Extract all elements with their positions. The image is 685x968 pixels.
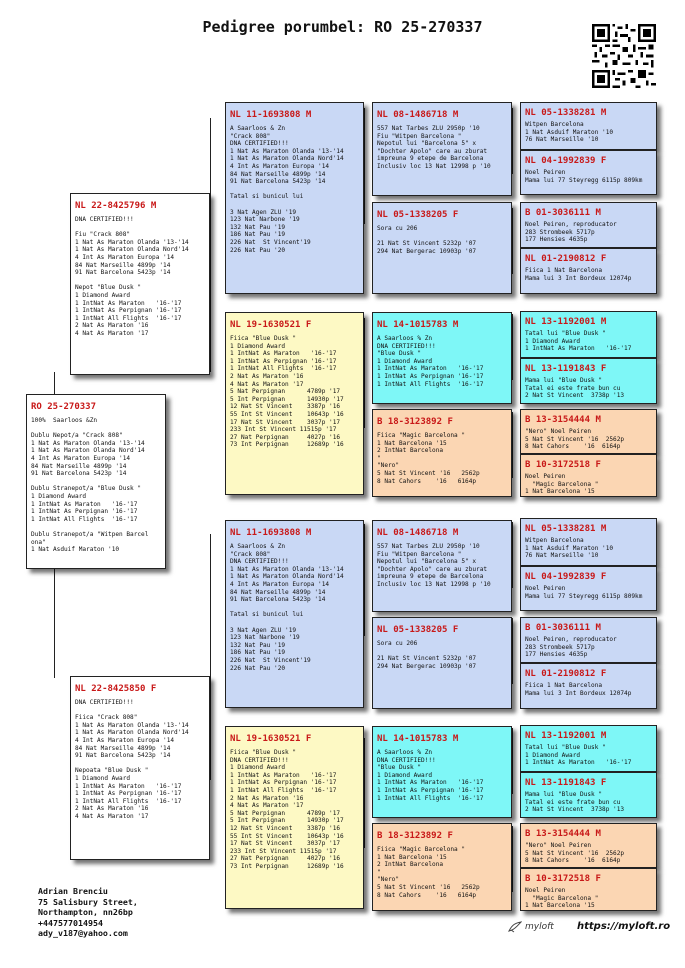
pedigree-line: 1 IntNat As Maraton '16-'17 [75,782,182,790]
pigeon-card-dam[interactable] [70,676,210,860]
pedigree-line: DNA CERTIFIED!!! [377,756,436,764]
connector-line [512,522,513,588]
connector-line [512,412,513,478]
pedigree-line: 1 Diamond Award [75,774,131,782]
pedigree-line: Noel Peiren [525,887,566,894]
ring-number: B 01-3036111 M [525,208,601,218]
ring-number: NL 13-1191843 F [525,364,607,374]
pedigree-line: Tatal si bunicul lui [230,611,304,619]
pedigree-line: 5 Int Perpignan 14930p '17 [230,817,344,825]
pedigree-line: 3 Nat Agen ZLU '19 [230,626,297,634]
pedigree-line: 1 Nat As Maraton Olanda '13-'14 [75,721,189,729]
connector-line [512,618,513,684]
pedigree-line: 283 Strombeek 5717p [525,228,595,236]
pedigree-line [75,277,205,285]
connector-line [210,534,211,780]
pedigree-line: 2 Nat As Maraton '16 [75,805,149,813]
pedigree-line: 226 Nat St Vincent'19 [230,238,311,246]
pedigree-line: 84 Nat Marseille 4899p '14 [230,170,326,178]
pedigree-line: 55 Int St Vincent 10643p '16 [230,410,344,418]
pigeon-card-gg-grandparent[interactable] [520,102,657,150]
pigeon-card-great-grandparent[interactable] [372,102,512,196]
pedigree-line: 1 IntNat As Perpignan '16-'17 [75,790,182,798]
pedigree-line: 123 Nat Narbone '19 [230,634,300,642]
pedigree-line: 1 Diamond Award [230,764,286,772]
pedigree-line: 557 Nat Tarbes ZLU 2950p '10 [377,543,480,550]
pedigree-line: 5 Int Perpignan 14930p '17 [230,395,344,403]
pedigree-line: 1 IntNat As Maraton '16-'17 [31,500,138,508]
pedigree-line: 5 Nat St Vincent '16 2562p [377,883,480,891]
pedigree-line: Dublu Stranepot/a "Blue Dusk " [31,485,142,493]
ring-number: B 18-3123892 F [377,831,453,841]
pedigree-line: Mama lui "Blue Dusk " [525,377,603,384]
ring-number: B 13-3154444 M [525,415,601,425]
pigeon-card-gg-grandparent[interactable] [520,725,657,772]
pigeon-card-gg-grandparent[interactable] [520,311,657,358]
pigeon-card-great-grandparent[interactable] [372,617,512,709]
pedigree-line: 4 Nat As Maraton '17 [230,802,304,810]
pedigree-line: Noel Peiren, reproducator [525,221,617,228]
pedigree-line: Fiu "Witpen Barcelona " [377,550,462,558]
pigeon-card-great-grandparent[interactable] [372,409,512,497]
ring-number: B 18-3123892 F [377,417,453,427]
pedigree-line: 177 Hensies 4635p [525,236,588,244]
pedigree-line: 4 Int As Maraton Europa '14 [75,253,175,261]
pedigree-line: 1 IntNat All Flights '16-'17 [75,797,182,805]
pedigree-line: 1 Nat Barcelona '15 [377,853,447,861]
pedigree-line: Inclusiv loc 13 Nat 12998 p '10 [377,580,491,588]
pedigree-line: Sora cu 206 [377,225,418,232]
pedigree-line: 73 Int Perpignan 12689p '16 [230,441,344,449]
pedigree-line: Sora cu 206 [377,640,418,647]
pedigree-line: 1 Nat As Maraton Olanda '13-'14 [31,439,145,447]
pedigree-line: A Saarloos % Zn [377,335,433,342]
pedigree-line: " [377,868,381,876]
pedigree-line: Noel Peiren [525,169,566,176]
pigeon-card-gg-grandparent[interactable] [520,518,657,566]
pedigree-line: 1 Diamond Award [230,342,286,350]
pedigree-line: Dublu Stranepot/a "Witpen Barcel [31,530,149,538]
brand-logo [508,921,554,933]
pedigree-line: 12 Nat St Vincent 3387p '16 [230,824,341,832]
pedigree-line: 1 IntNat As Perpignan '16-'17 [230,779,337,787]
pedigree-line [230,201,359,209]
pedigree-line: 5 Nat St Vincent '16 2562p [377,469,480,477]
pedigree-line: "Nero" Noel Peiren [525,428,592,435]
pedigree-line: Noel Peiren [525,473,566,480]
pedigree-line: 3 Nat Agen ZLU '19 [230,208,297,216]
pedigree-line: 1 Nat Barcelona '15 [525,488,595,496]
pigeon-card-granddam[interactable] [225,726,364,909]
pedigree-line: 1 IntNat All Flights '16-'17 [230,365,337,373]
pedigree-line: 73 Int Perpignan 12689p '16 [230,862,344,870]
pedigree-line: 2 Nat St Vincent 3738p '13 [525,806,625,814]
pedigree-line: "Dochter Apolo" care au zburat [377,565,488,573]
pigeon-card-grandsire[interactable] [225,520,364,708]
qr-code-icon [592,24,656,88]
pigeon-card-gg-grandparent[interactable] [520,823,657,868]
pedigree-line: Noel Peiren, reproducator [525,636,617,643]
pedigree-line: 294 Nat Bergerac 10903p '07 [377,662,477,670]
pedigree-line: 177 Hensies 4635p [525,651,588,659]
owner-email[interactable]: ady_v187@yahoo.com [38,928,128,939]
pedigree-line: Mama lui "Blue Dusk " [525,791,603,798]
pedigree-line: A Saarloos & Zn [230,543,286,550]
pedigree-line: 100% Saarloos &Zn [31,417,98,424]
pedigree-line: 1 Nat As Maraton Olanda Nord'14 [230,573,344,581]
pedigree-line: Tatal ei este frate bun cu [525,798,621,806]
pedigree-line: Noel Peiren [525,585,566,592]
pedigree-line: 1 Nat As Maraton Olanda Nord'14 [75,246,189,254]
pedigree-line: 1 Nat Asduif Maraton '10 [525,544,614,552]
pedigree-line [75,760,205,768]
pedigree-line: "Magic Barcelona " [525,894,599,902]
pedigree-line: 4 Nat As Maraton '17 [75,329,149,337]
pedigree-line: DNA CERTIFIED!!! [230,558,289,566]
pedigree-line: "Crack 808" [230,132,271,140]
pedigree-line: "Dochter Apolo" care au zburat [377,147,488,155]
pedigree-line: DNA CERTIFIED!!! [230,140,289,148]
pedigree-line: 4 Int As Maraton Europa '14 [230,162,330,170]
pedigree-line: 2 Nat St Vincent 3738p '13 [525,392,625,400]
pedigree-line: 4 Int As Maraton Europa '14 [230,580,330,588]
pedigree-line: 1 IntNat As Perpignan '16-'17 [230,357,337,365]
pedigree-line: Fiica 1 Nat Barcelona [525,682,603,689]
pigeon-card-gg-grandparent[interactable] [520,772,657,818]
pedigree-line: impreuna 9 etepe de Barcelona [377,155,484,163]
pedigree-line: 1 IntNat As Maraton '16-'17 [230,350,337,358]
owner-contact [38,886,138,939]
ring-number: NL 08-1486718 M [377,528,459,538]
ring-number: NL 19-1630521 F [230,734,312,744]
pigeon-card-gg-grandparent[interactable] [520,868,657,911]
pedigree-line: Fiica "Magic Barcelona " [377,432,466,439]
pedigree-line: 84 Nat Marseille 4899p '14 [230,588,326,596]
pedigree-line: Fiu "Crack 808" [75,231,131,239]
ring-number: NL 05-1338281 M [525,108,607,118]
pedigree-line [75,707,205,715]
owner-name: Adrian Brenciu [38,886,108,896]
pedigree-line: 1 Nat As Maraton Olanda Nord'14 [75,729,189,737]
pedigree-line: 55 Int St Vincent 10643p '16 [230,832,344,840]
ring-number: NL 08-1486718 M [377,110,459,120]
ring-number: NL 22-8425796 M [75,201,157,211]
pedigree-line: Tatal si bunicul lui [230,193,304,201]
ring-number: NL 14-1015783 M [377,734,459,744]
pedigree-line: 1 IntNat All Flights '16-'17 [377,380,484,388]
pedigree-line: 1 IntNat As Maraton '16-'17 [377,365,484,373]
ring-number: NL 11-1693808 M [230,110,312,120]
pedigree-line: Dublu Nepot/a "Crack 808" [31,432,123,440]
pedigree-line: 1 Nat Barcelona '15 [525,902,595,910]
pedigree-line: 2 Nat As Maraton '16 [75,322,149,330]
connector-line [512,314,513,380]
pedigree-line: Witpen Barcelona [525,121,584,128]
pedigree-line: Tatal ei este frate bun cu [525,384,621,392]
pedigree-line: 76 Nat Marseille '10 [525,552,599,560]
pedigree-line: 91 Nat Barcelona 5423p '14 [75,269,171,277]
pedigree-line: 4 Int As Maraton Europa '14 [31,454,131,462]
pedigree-line: 1 IntNat As Maraton '16-'17 [377,779,484,787]
pigeon-card-great-grandparent[interactable] [372,823,512,911]
pigeon-card-grandsire[interactable] [225,102,364,294]
connector-line [54,372,55,396]
pedigree-line: 1 IntNat As Maraton '16-'17 [525,759,632,767]
pedigree-line: 2 IntNat Barcelona [377,447,444,455]
ring-number: NL 04-1992839 F [525,156,607,166]
pedigree-line: "Blue Dusk " [377,764,422,772]
pedigree-line: 5 Nat Perpignan 4789p '17 [230,809,341,817]
pedigree-line: "Magic Barcelona " [525,480,599,488]
ring-number: NL 14-1015783 M [377,320,459,330]
pedigree-line: 21 Nat St Vincent 5232p '07 [377,655,477,663]
pigeon-card-gg-grandparent[interactable] [520,454,657,497]
pedigree-line: 233 Int St Vincent 11515p '17 [230,426,337,434]
pedigree-line: 226 Nat St Vincent'19 [230,656,311,664]
pedigree-line: 1 IntNat All Flights '16-'17 [377,794,484,802]
connector-line [364,318,365,428]
pigeon-card-gg-grandparent[interactable] [520,663,657,709]
pedigree-line [75,224,205,232]
pedigree-line: DNA CERTIFIED!!! [377,342,436,350]
pedigree-line: DNA CERTIFIED!!! [75,699,134,706]
ring-number: NL 04-1992839 F [525,572,607,582]
pigeon-card-great-grandparent[interactable] [372,312,512,404]
pigeon-card-gg-grandparent[interactable] [520,150,657,195]
pedigree-line [377,233,507,241]
pedigree-line: 1 Nat As Maraton Olanda '13-'14 [230,565,344,573]
ring-number: NL 13-1192001 M [525,731,607,741]
pedigree-line: 186 Nat Pau '19 [230,649,286,657]
pedigree-line: 8 Nat Cahors '16 6164p [377,891,477,899]
pedigree-line: Mama lui 77 Steyregg 6115p 809km [525,176,643,184]
connector-line [512,208,513,274]
pedigree-line: Nepot "Blue Dusk " [75,284,142,292]
pedigree-line [377,648,507,656]
ring-number: B 10-3172518 F [525,460,601,470]
pedigree-line: " [377,454,381,462]
connector-line [364,524,365,636]
pedigree-line: 186 Nat Pau '19 [230,231,286,239]
pedigree-line: Mama lui 3 Int Bordeux 12074p [525,689,632,697]
pedigree-line: 1 IntNat As Perpignan '16-'17 [377,786,484,794]
pedigree-line: Inclusiv loc 13 Nat 12998 p '10 [377,162,491,170]
pedigree-line: 91 Nat Barcelona 5423p '14 [230,178,326,186]
pedigree-line [230,604,359,612]
pedigree-line: 1 Diamond Award [377,771,433,779]
pedigree-line: ona" [31,538,46,546]
pedigree-line: 76 Nat Marseille '10 [525,136,599,144]
pedigree-line: 226 Nat Pau '20 [230,246,286,254]
pedigree-line: 8 Nat Cahors '16 6164p [525,443,621,451]
pedigree-line: 1 Diamond Award [525,337,581,345]
pedigree-line: 4 Nat As Maraton '17 [75,812,149,820]
pedigree-line: 1 IntNat As Perpignan '16-'17 [31,508,138,516]
pigeon-card-root[interactable] [26,394,166,569]
pedigree-line: 123 Nat Narbone '19 [230,216,300,224]
pedigree-line: 4 Int As Maraton Europa '14 [75,736,175,744]
owner-street: 75 Salisbury Street, [38,896,138,907]
ring-number: RO 25-270337 [31,402,97,412]
pedigree-line: 84 Nat Marseille 4899p '14 [31,462,127,470]
pigeon-card-gg-grandparent[interactable] [520,358,657,404]
pigeon-card-gg-grandparent[interactable] [520,566,657,611]
pedigree-line: 1 IntNat As Maraton '16-'17 [230,771,337,779]
ring-number: B 13-3154444 M [525,829,601,839]
pedigree-line: 1 Diamond Award [525,751,581,759]
pedigree-line: Tatal lui "Blue Dusk " [525,744,606,751]
pedigree-line [31,478,161,486]
pigeon-card-gg-grandparent[interactable] [520,248,657,294]
pedigree-line: 91 Nat Barcelona 5423p '14 [31,470,127,478]
ring-number: B 01-3036111 M [525,623,601,633]
pedigree-line: 294 Nat Bergerac 10903p '07 [377,247,477,255]
pedigree-line: Fiica "Blue Dusk " [230,749,297,756]
pedigree-line: 557 Nat Tarbes ZLU 2950p '10 [377,125,480,132]
connector-line [512,108,513,174]
pedigree-line: 84 Nat Marseille 4899p '14 [75,744,171,752]
pedigree-line: 1 Nat As Maraton Olanda Nord'14 [31,447,145,455]
pedigree-line: "Nero" [377,462,400,470]
pedigree-line: 1 IntNat As Perpignan '16-'17 [75,307,182,315]
ring-number: NL 05-1338205 F [377,210,459,220]
pedigree-line: Fiu "Witpen Barcelona " [377,132,462,140]
brand-name: myloft [525,922,554,932]
pedigree-line [31,425,161,433]
pedigree-line: 91 Nat Barcelona 5423p '14 [230,596,326,604]
pedigree-line: 1 Nat Barcelona '15 [377,439,447,447]
pigeon-card-granddam[interactable] [225,312,364,495]
pedigree-line: 1 IntNat As Maraton '16-'17 [75,299,182,307]
connector-line [364,738,365,848]
pedigree-line: 8 Nat Cahors '16 6164p [525,857,621,865]
pedigree-line: "Nero" [377,876,400,884]
pedigree-line: 132 Nat Pau '19 [230,641,286,649]
pedigree-line: 27 Nat Perpignan 4027p '16 [230,433,341,441]
pigeon-card-great-grandparent[interactable] [372,202,512,294]
pedigree-line: 17 Nat St Vincent 3037p '17 [230,840,341,848]
pedigree-line: 12 Nat St Vincent 3387p '16 [230,403,341,411]
connector-line [54,568,55,678]
pedigree-line: 1 Nat Asduif Maraton '10 [31,546,120,554]
pedigree-line: 1 Diamond Award [75,291,131,299]
pedigree-line: Fiica 1 Nat Barcelona [525,267,603,274]
pedigree-line: 21 Nat St Vincent 5232p '07 [377,240,477,248]
pedigree-line: 17 Nat St Vincent 3037p '17 [230,418,341,426]
connector-line [210,118,211,372]
pedigree-line: Witpen Barcelona [525,537,584,544]
pedigree-line: A Saarloos % Zn [377,749,433,756]
connector-line [364,108,365,224]
owner-city: Northampton, nn26bp [38,907,133,918]
ring-number: NL 05-1338281 M [525,524,607,534]
pedigree-line: 91 Nat Barcelona 5423p '14 [75,752,171,760]
pedigree-line: Fiica "Magic Barcelona " [377,846,466,853]
pedigree-line: Nepotul lui "Barcelona 5" x [377,558,477,566]
pigeon-card-sire[interactable] [70,193,210,375]
ring-number: NL 13-1191843 F [525,778,607,788]
pedigree-line: DNA CERTIFIED!!! [75,216,134,223]
pedigree-line: 5 Nat St Vincent '16 2562p [525,849,625,857]
pedigree-line: Mama lui 77 Steyregg 6115p 809km [525,592,643,600]
pedigree-line: 1 Nat As Maraton Olanda '13-'14 [75,238,189,246]
connector-line [512,826,513,892]
pedigree-line: 2 IntNat Barcelona [377,861,444,869]
pedigree-line: Nepoata "Blue Dusk " [75,767,149,775]
pedigree-line: 1 IntNat As Perpignan '16-'17 [377,372,484,380]
pedigree-line: Tatal lui "Blue Dusk " [525,330,606,337]
pedigree-line: 1 IntNat As Maraton '16-'17 [525,345,632,353]
pedigree-line: Fiica "Blue Dusk " [230,335,297,342]
pedigree-line: 226 Nat Pau '20 [230,664,286,672]
pigeon-card-gg-grandparent[interactable] [520,202,657,248]
ring-number: NL 11-1693808 M [230,528,312,538]
pedigree-line: 283 Strombeek 5717p [525,643,595,651]
pedigree-line [230,186,359,194]
pedigree-line: 5 Nat Perpignan 4789p '17 [230,388,341,396]
ring-number: NL 05-1338205 F [377,625,459,635]
ring-number: NL 13-1192001 M [525,317,607,327]
pedigree-line: 84 Nat Marseille 4899p '14 [75,261,171,269]
pedigree-line: 1 IntNat All Flights '16-'17 [230,786,337,794]
pedigree-line: 1 Nat As Maraton Olanda '13-'14 [230,147,344,155]
connector-line [512,728,513,794]
page-title: Pedigree porumbel: RO 25-270337 [202,18,483,36]
pedigree-line: 5 Nat St Vincent '16 2562p [525,435,625,443]
pedigree-line: 1 IntNat All Flights '16-'17 [75,314,182,322]
pedigree-line: Nepotul lui "Barcelona 5" x [377,140,477,148]
pedigree-line: "Blue Dusk " [377,350,422,358]
pedigree-line: Mama lui 3 Int Bordeux 12074p [525,274,632,282]
pigeon-card-great-grandparent[interactable] [372,726,512,818]
pedigree-line: 132 Nat Pau '19 [230,223,286,231]
pedigree-line: 1 Nat Asduif Maraton '10 [525,128,614,136]
pigeon-card-gg-grandparent[interactable] [520,617,657,663]
pedigree-line: Fiica "Crack 808" [75,714,138,722]
pedigree-line: 2 Nat As Maraton '16 [230,794,304,802]
pigeon-card-great-grandparent[interactable] [372,520,512,612]
pigeon-card-gg-grandparent[interactable] [520,409,657,454]
bird-icon [508,921,522,933]
pedigree-line: 27 Nat Perpignan 4027p '16 [230,855,341,863]
ring-number: B 10-3172518 F [525,874,601,884]
pedigree-line: 233 Int St Vincent 11515p '17 [230,847,337,855]
owner-phone: +447577014954 [38,917,103,928]
pedigree-line: 2 Nat As Maraton '16 [230,372,304,380]
pedigree-line: impreuna 9 etepe de Barcelona [377,573,484,581]
pedigree-line: 1 Diamond Award [31,492,87,500]
ring-number: NL 01-2190812 F [525,669,607,679]
pedigree-line: 1 Diamond Award [377,357,433,365]
pedigree-line: 1 Nat As Maraton Olanda Nord'14 [230,155,344,163]
pedigree-line: DNA CERTIFIED!!! [230,756,289,764]
pedigree-line: A Saarloos & Zn [230,125,286,132]
pedigree-line: 1 IntNat All Flights '16-'17 [31,515,138,523]
pedigree-line: "Crack 808" [230,550,271,558]
pedigree-line: 4 Nat As Maraton '17 [230,380,304,388]
pedigree-line: "Nero" Noel Peiren [525,842,592,849]
ring-number: NL 01-2190812 F [525,254,607,264]
pedigree-line [31,523,161,531]
pedigree-line: 8 Nat Cahors '16 6164p [377,477,477,485]
website-link[interactable]: https://myloft.ro [577,921,671,932]
ring-number: NL 22-8425850 F [75,684,157,694]
ring-number: NL 19-1630521 F [230,320,312,330]
pedigree-line [230,619,359,627]
